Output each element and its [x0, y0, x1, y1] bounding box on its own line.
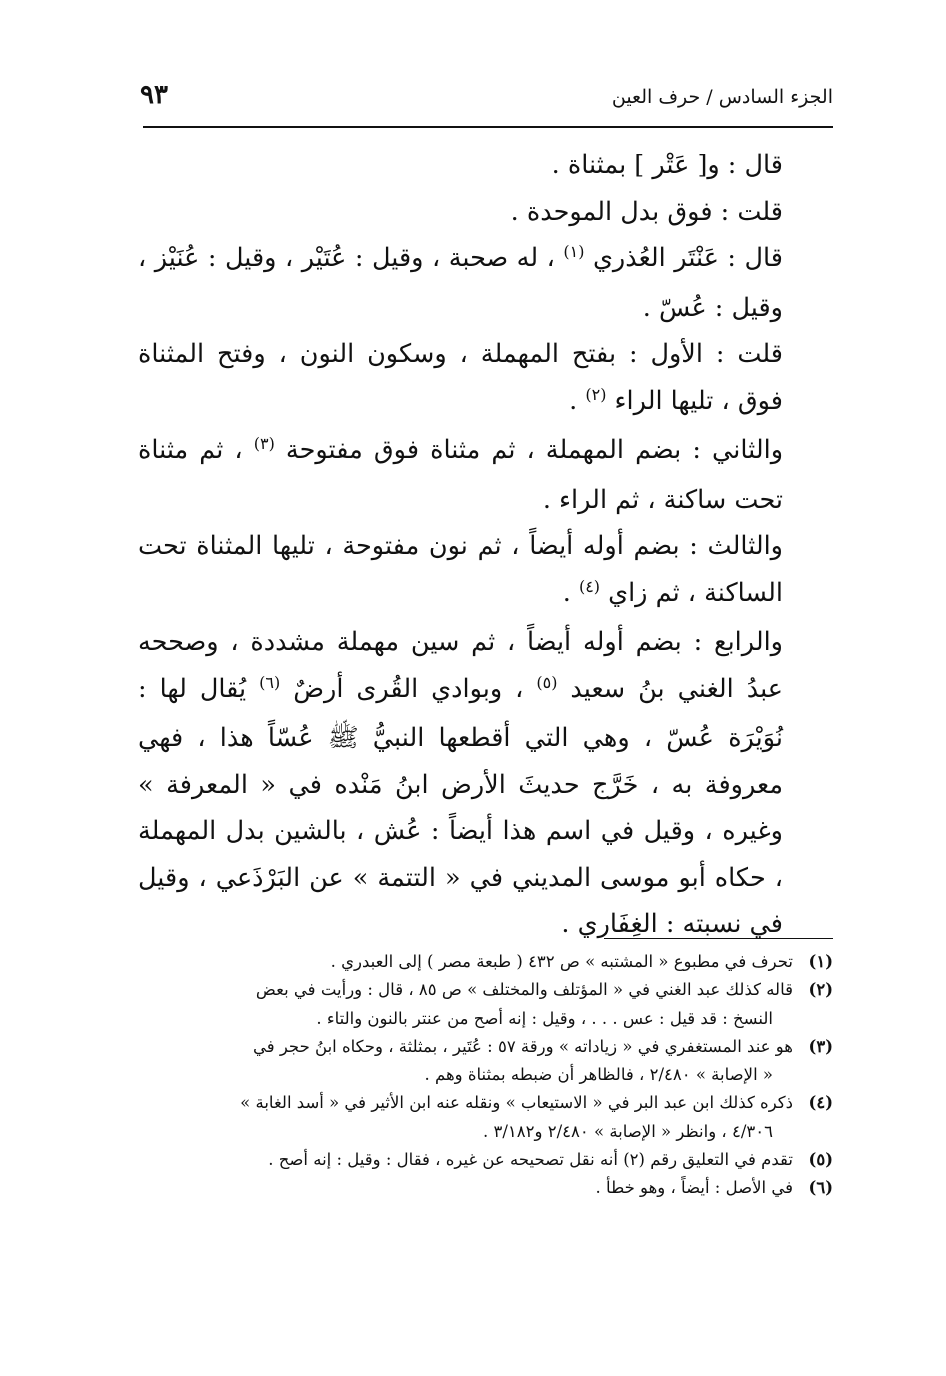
footnote-ref-6[interactable]: (٦): [259, 672, 281, 692]
footnote-number: (٣): [808, 1036, 833, 1056]
footnote-number: (٥): [808, 1150, 833, 1170]
paragraph-7-text-c: يُقال لها : نُوَيْرَة عُسّ ، وهي التي أقطعها النبيُّ ﷺ عُسّاً هذا ، فهي معروفة به ، خَرَّج حديثَ الأرض ابنُ مَنْده في « المعرفة » وغيره ، وقيل في اسم هذا أيضاً : عُش ، بالشين بدل المهملة ، حكاه أبو موسى المديني في « التتمة » عن البَرْذَعي ، وقيل في نسبته : الغِفَاري .: [138, 673, 783, 939]
footnote-line: النسخ : قد قيل : عس . . . ، وقيل : إنه أصح من عنتر بالنون والتاء .: [316, 1008, 773, 1028]
paragraph-2: قلت : فوق بدل الموحدة .: [510, 196, 783, 227]
footnote-number: (٦): [808, 1178, 833, 1198]
footnote-number: (١): [808, 952, 833, 971]
paragraph-5: [138, 427, 833, 523]
paragraph-3-text-b: ، له صحبة ، وقيل : عُتَيْر ، وقيل : عُنَيْز ، وقيل : عُسّ .: [138, 243, 783, 323]
page-header: [140, 80, 833, 120]
paragraph-3: [138, 235, 833, 331]
header-rule: [143, 126, 833, 128]
footnote-3: [140, 1033, 833, 1090]
footnote-line: ٤/٣٠٦ ، وانظر « الإصابة » ٢/٤٨٠ و٣/١٨٢ .: [482, 1121, 773, 1141]
footnote-line: هو عند المستغفري في « زياداته » ورقة ٥٧ : عُتَير ، بمثلثة ، وحكاه ابنُ حجر في: [252, 1036, 793, 1056]
footnote-ref-2[interactable]: (٢): [585, 384, 607, 404]
footnote-ref-4[interactable]: (٤): [578, 576, 601, 596]
paragraph-5-text-b: ، ثم مثناة تحت ساكنة ، ثم الراء .: [138, 435, 783, 515]
running-title: الجزء السادس / حرف العين: [611, 86, 833, 108]
paragraph-5-text-a: والثاني : بضم المهملة ، ثم مثناة فوق مفتوحة: [285, 435, 784, 465]
footnote-number: (٤): [808, 1093, 833, 1113]
footnotes: [140, 948, 833, 1203]
footnote-4: [140, 1089, 833, 1146]
paragraph-7: [138, 619, 833, 948]
paragraph-4: [138, 331, 833, 427]
footnote-line: في الأصل : أيضاً ، وهو خطأ .: [595, 1178, 793, 1198]
footnote-ref-1[interactable]: (١): [563, 242, 585, 261]
paragraph-3-text-a: قال : عَنْتَر العُذري: [592, 243, 783, 273]
footnote-line: تحرف في مطبوع « المشتبه » ص ٤٣٢ ( طبعة مصر ) إلى العبدري .: [330, 952, 793, 971]
footnote-line: قاله كذلك عبد الغني في « المؤتلف والمختلف » ص ٨٥ ، قال : ورأيت في بعض: [255, 980, 793, 1000]
footnote-line: ذكره كذلك ابن عبد البر في « الاستيعاب » ونقله عنه ابن الأثير في « أسد الغابة »: [240, 1093, 793, 1113]
paragraph-7-text-b: ، وبوادي القُرى أرضٌ: [293, 673, 524, 704]
footnote-line: « الإصابة » ٢/٤٨٠ ، فالظاهر أن ضبطه بمثناة وهم .: [424, 1065, 773, 1085]
main-text: [138, 142, 833, 948]
paragraph-4-text-b: .: [569, 385, 578, 416]
footnote-6: [140, 1174, 833, 1202]
footnote-number: (٢): [808, 980, 833, 1000]
footnote-line: تقدم في التعليق رقم (٢) أنه نقل تصحيحه عن غيره ، فقال : وقيل : إنه أصح .: [268, 1150, 793, 1170]
footnote-separator: [604, 938, 833, 939]
paragraph-6-text-a: والثالث : بضم أوله أيضاً ، ثم نون مفتوحة ، تليها المثناة تحت الساكنة ، ثم زاي: [138, 531, 783, 608]
paragraph-1: قال : و[ عَتْر ] بمثناة .: [551, 150, 783, 180]
paragraph-6: [138, 523, 833, 619]
footnote-ref-3[interactable]: (٣): [253, 434, 275, 453]
footnote-1: [140, 948, 833, 976]
paragraph-7-text-a: والرابع : بضم أوله أيضاً ، ثم سين مهملة مشددة ، وصححه عبدُ الغني بنُ سعيد: [138, 627, 784, 704]
page-number: ٩٣: [140, 80, 168, 110]
footnote-5: [140, 1146, 833, 1174]
paragraph-4-text-a: قلت : الأول : بفتح المهملة ، وسكون النون ، وفتح المثناة فوق ، تليها الراء: [138, 339, 783, 416]
paragraph-6-text-b: .: [562, 577, 571, 608]
footnote-2: [140, 976, 833, 1033]
footnote-ref-5[interactable]: (٥): [536, 672, 558, 692]
